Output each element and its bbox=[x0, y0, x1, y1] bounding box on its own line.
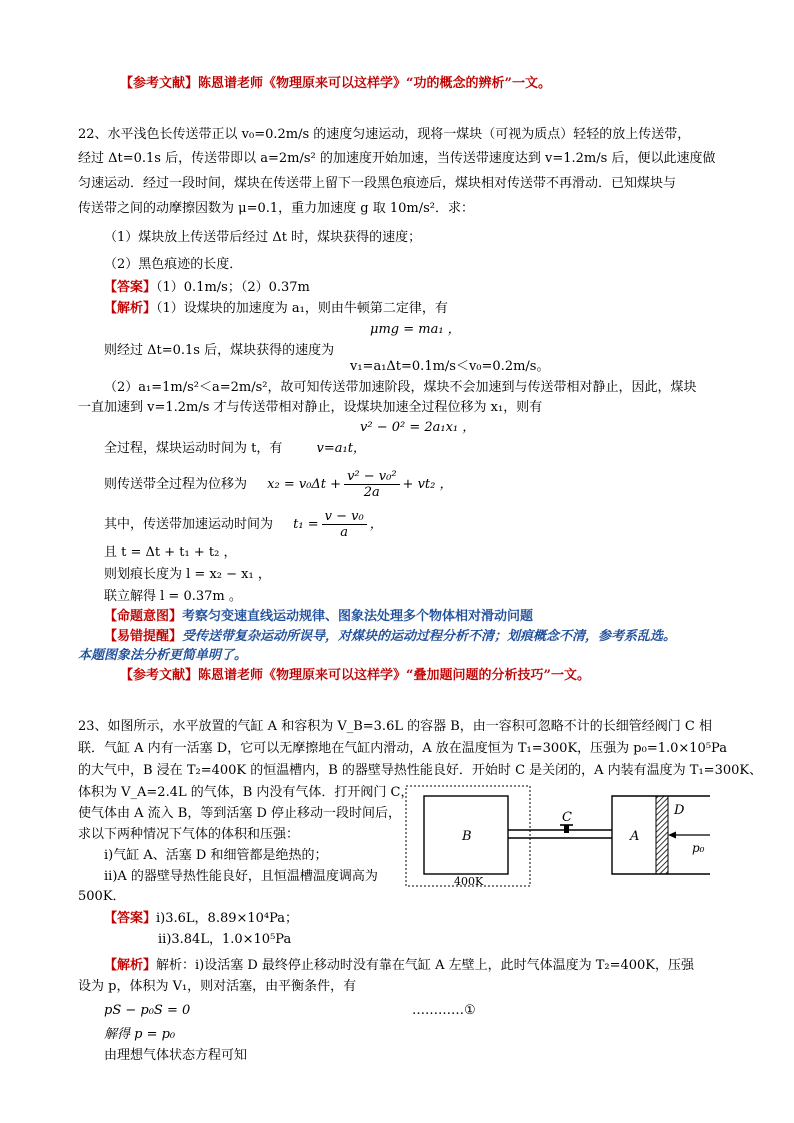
answer-text: i)3.6L，8.89×10⁴Pa； bbox=[156, 911, 299, 926]
reference-text: 陈恩谱老师《物理原来可以这样学》“功的概念的辨析”一文。 bbox=[198, 76, 551, 91]
q22-analysis-3: （2）a₁=1m/s²＜a=2m/s²，故可知传送带加速阶段，煤块不会加速到与传送带相对静止，因此，煤块 bbox=[104, 380, 697, 395]
answer-tag: 【答案】 bbox=[104, 911, 157, 926]
reference-tag: 【参考文献】 bbox=[120, 668, 199, 683]
q23-sub-2: ii)A 的器壁导热性能良好，且恒温槽温度调高为 bbox=[104, 869, 378, 884]
q22-sub-1: （1）煤块放上传送带后经过 Δt 时，煤块获得的速度； bbox=[104, 230, 422, 245]
q22-eq-5-left: x₂ = v₀Δt + bbox=[267, 477, 342, 492]
analysis-text: 解析：i)设活塞 D 最终停止移动时没有靠在气缸 A 左壁上，此时气体温度为 T₂=400K，压强 bbox=[156, 958, 695, 973]
reference-2 bbox=[120, 668, 590, 684]
q22-analysis-8: 且 t = Δt + t₁ + t₂ ， bbox=[104, 545, 237, 560]
q23-line-5: 使气体由 A 流入 B，等到活塞 D 停止移动一段时间后， bbox=[78, 806, 402, 821]
q23-line-1: 23、如图所示，水平放置的气缸 A 和容积为 V_B=3.6L 的容器 B，由一容积可忽略不计的长细管经阀门 C 相 bbox=[78, 719, 712, 734]
arrow-head bbox=[668, 832, 676, 839]
analysis-tag: 【解析】 bbox=[104, 301, 157, 316]
q22-analysis-5 bbox=[104, 441, 366, 457]
q22-eq-1: μmg = ma₁ ， bbox=[370, 322, 461, 337]
fraction-denominator: 2a bbox=[363, 485, 380, 500]
q22-eq-5-fraction bbox=[344, 469, 399, 500]
q22-eq-3: v² − 0² = 2a₁x₁ ， bbox=[360, 420, 476, 435]
mistake-tag: 【易错提醒】 bbox=[104, 629, 183, 644]
analysis-text: （1）设煤块的加速度为 a₁，则由牛顿第二定律，有 bbox=[156, 301, 448, 316]
fraction-denominator: a bbox=[340, 525, 349, 540]
q23-analysis-3: 解得 p = p₀ bbox=[104, 1027, 176, 1042]
label-a: A bbox=[630, 829, 640, 844]
answer-tag: 【答案】 bbox=[104, 280, 157, 295]
q22-answer bbox=[104, 280, 310, 296]
q22-analysis-1 bbox=[104, 301, 448, 317]
analysis-text: 其中，传送带加速运动时间为 bbox=[104, 517, 274, 532]
q23-line-3: 的大气中，B 浸在 T₂=400K 的恒温槽内，B 的器壁导热性能良好．开始时 C 是关闭的，A 内装有温度为 T₁=300K、 bbox=[78, 763, 763, 778]
q22-eq-4: v=a₁t， bbox=[316, 441, 366, 456]
label-temperature: 400K bbox=[454, 875, 484, 888]
q22-analysis-7 bbox=[104, 508, 383, 542]
q22-line-4: 传送带之间的动摩擦因数为 μ=0.1，重力加速度 g 取 10m/s²．求： bbox=[78, 201, 474, 216]
q22-analysis-10: 联立解得 l = 0.37m 。 bbox=[104, 589, 242, 604]
intent-tag: 【命题意图】 bbox=[104, 609, 183, 624]
analysis-text: 全过程，煤块运动时间为 t，有 bbox=[104, 441, 283, 456]
q22-line-3: 匀速运动．经过一段时间，煤块在传送带上留下一段黑色痕迹后，煤块相对传送带不再滑动．已知煤块与 bbox=[78, 176, 677, 191]
label-d: D bbox=[674, 803, 685, 818]
reference-text: 陈恩谱老师《物理原来可以这样学》“叠加题问题的分析技巧”一文。 bbox=[198, 668, 590, 683]
q22-analysis-2: 则经过 Δt=0.1s 后，煤块获得的速度为 bbox=[104, 343, 335, 358]
q22-eq-6-left: t₁ = bbox=[293, 517, 319, 532]
q22-eq-6-right: ， bbox=[369, 517, 383, 532]
q22-sub-2: （2）黑色痕迹的长度． bbox=[104, 257, 243, 272]
reference-tag: 【参考文献】 bbox=[120, 76, 199, 91]
q22-line-1: 22、水平浅色长传送带正以 v₀=0.2m/s 的速度匀速运动，现将一煤块（可视为质点）轻轻的放上传送带， bbox=[78, 127, 691, 142]
q22-intent bbox=[104, 609, 533, 625]
analysis-tag: 【解析】 bbox=[104, 958, 157, 973]
valve-c bbox=[564, 825, 569, 833]
q22-analysis-6 bbox=[104, 468, 452, 502]
answer-text: （1）0.1m/s；（2）0.37m bbox=[156, 280, 310, 295]
q22-line-2: 经过 Δt=0.1s 后，传送带即以 a=2m/s² 的加速度开始加速，当传送带速度达到 v=1.2m/s 后，便以此速度做 bbox=[78, 151, 716, 166]
q23-line-4: 体积为 V_A=2.4L 的气体，B 内没有气体．打开阀门 C， bbox=[78, 785, 414, 800]
q22-eq-6-fraction bbox=[322, 509, 367, 540]
fraction-numerator: v − v₀ bbox=[322, 509, 367, 525]
equation-number: …………① bbox=[412, 1003, 476, 1018]
q23-answer bbox=[104, 911, 298, 927]
q22-eq-2: v₁=a₁Δt=0.1m/s＜v₀=0.2m/s。 bbox=[350, 359, 550, 374]
q22-mistake bbox=[104, 629, 676, 645]
q23-eq-1: pS − p₀S = 0 bbox=[104, 1003, 191, 1018]
intent-text: 考察匀变速直线运动规律、图象法处理多个物体相对滑动问题 bbox=[182, 609, 534, 624]
label-c: C bbox=[562, 810, 572, 825]
q23-line-6: 求以下两种情况下气体的体积和压强： bbox=[78, 827, 300, 842]
q23-sub-2b: 500K． bbox=[78, 889, 126, 904]
q23-line-2: 联．气缸 A 内有一活塞 D，它可以无摩擦地在气缸内滑动，A 放在温度恒为 T₁=300K，压强为 p₀=1.0×10⁵Pa bbox=[78, 741, 727, 756]
analysis-text: 则传送带全过程为位移为 bbox=[104, 477, 248, 492]
q22-eq-5-right: + vt₂ ， bbox=[402, 477, 453, 492]
q22-analysis-9: 则划痕长度为 l = x₂ − x₁ ， bbox=[104, 567, 271, 582]
q23-answer-2: ii)3.84L，1.0×10⁵Pa bbox=[158, 932, 292, 947]
label-p0: p₀ bbox=[692, 841, 705, 855]
q22-mistake-2: 本题图象法分析更简单明了。 bbox=[78, 648, 248, 663]
gas-cylinder-figure bbox=[404, 784, 724, 892]
mistake-text: 受传送带复杂运动所误导，对煤块的运动过程分析不清；划痕概念不清，参考系乱选。 bbox=[182, 629, 677, 644]
q23-sub-1: i)气缸 A、活塞 D 和细管都是绝热的； bbox=[104, 848, 328, 863]
q22-analysis-4: 一直加速到 v=1.2m/s 才与传送带相对静止，设煤块加速全过程位移为 x₁，则有 bbox=[78, 400, 543, 415]
fraction-numerator: v² − v₀² bbox=[344, 469, 399, 485]
q23-eq-1-mark bbox=[412, 1003, 476, 1019]
q23-analysis-2: 设为 p，体积为 V₁，则对活塞，由平衡条件，有 bbox=[78, 979, 357, 994]
label-b: B bbox=[462, 829, 472, 844]
q23-analysis-1 bbox=[104, 958, 694, 974]
q23-analysis-4: 由理想气体状态方程可知 bbox=[104, 1048, 248, 1063]
piston-d bbox=[656, 796, 668, 874]
reference-1 bbox=[120, 76, 551, 92]
